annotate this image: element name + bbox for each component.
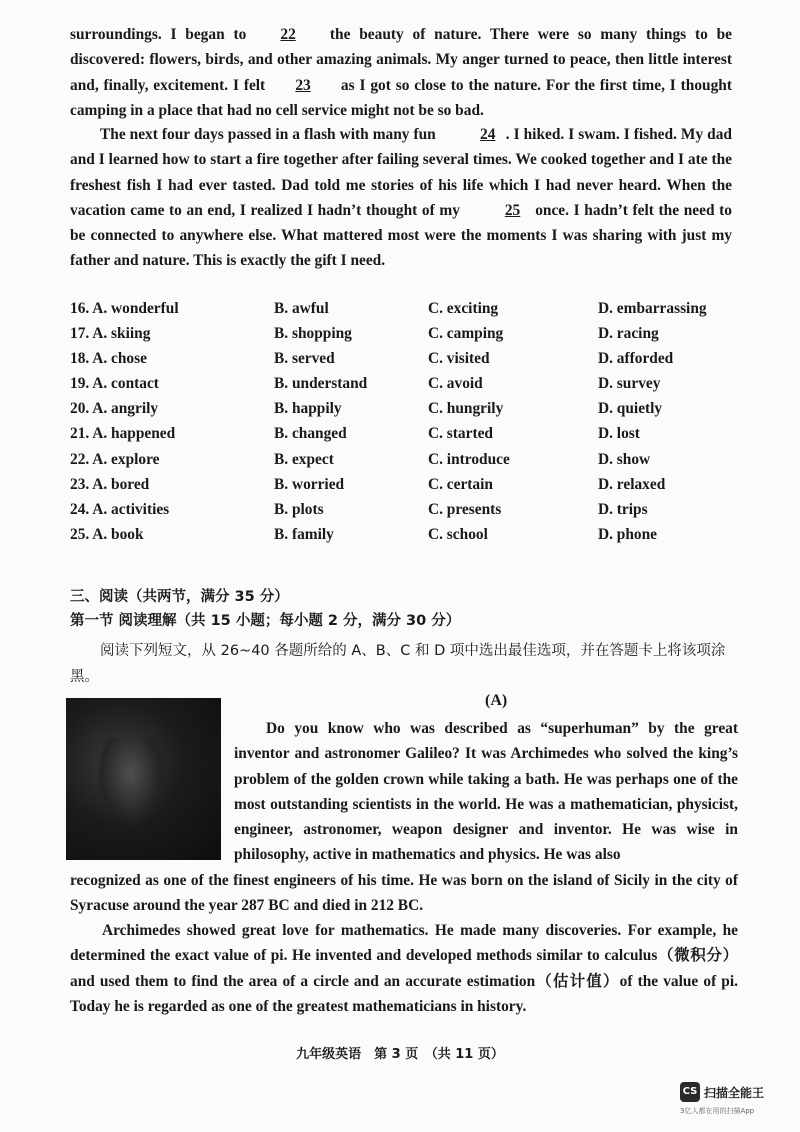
camscanner-logo-icon: CS (680, 1082, 700, 1102)
cloze-options (70, 296, 750, 547)
option-row-21: 21. A. happened B. changed C. started D. lost (70, 425, 640, 443)
passage-label-a: (A) (485, 692, 508, 709)
option-row-16: 16. A. wonderful B. awful C. exciting D. embarrassing (70, 300, 707, 317)
passage-paragraph-1: surroundings. I began to 22 the beauty of nature. There were so many things to be discovered: flowers, birds, and other amazing animals. My anger turned to peace, then little interest and, finally, excitement. I felt 23 as I got so close to the nature. For the first time, I thought camping in a place that had no cell service might not be so bad. (70, 22, 732, 123)
page-footer: 九年级英语 第 3 页 （共 11 页） (296, 1047, 504, 1062)
archimedes-photo (66, 698, 221, 860)
section-instruction: 阅读下列短文，从 26~40 各题所给的 A、B、C 和 D 项中选出最佳选项，并在答题卡上将该项涂黑。 (70, 643, 726, 685)
passage-a-paragraph-1: Do you know who was described as “superhuman” by the great inventor and astronomer Galileo? It was Archimedes who solved the king’s problem of the golden crown while taking a bath. He was perhaps one of the most outstanding scientists in the world. He was a mathematician, physicist, engineer, astronomer, weapon designer and inventor. He was wise in philosophy, active in mathematics and physics. He was also (234, 720, 738, 864)
passage-a-paragraph-2: Archimedes showed great love for mathematics. He made many discoveries. For example, he determined the exact value of pi. He invented and developed methods similar to calculus（微积分） and used them to find the area of a circle and an accurate estimation（估计值）of the value of pi. Today he is regarded as one of the greatest mathematicians in history. (70, 922, 738, 1015)
blank-25: 25 (504, 201, 521, 219)
option-row-18: 18. A. chose B. served C. visited D. afforded (70, 350, 674, 368)
passage-a-paragraph-1-cont: recognized as one of the finest engineers of his time. He was born on the island of Sicily in the city of Syracuse around the year 287 BC and died in 212 BC. (70, 872, 738, 915)
blank-22: 22 (280, 26, 296, 43)
option-row-22: 22. A. explore B. expect C. introduce D. show (70, 450, 651, 468)
section-subheading: 第一节 阅读理解（共 15 小题；每小题 2 分，满分 30 分） (70, 613, 461, 629)
option-row-17: 17. A. skiing B. shopping C. camping D. racing (70, 325, 659, 343)
option-row-19: 19. A. contact B. understand C. avoid D. survey (70, 375, 661, 393)
option-row-25: 25. A. book B. family C. school D. phone (70, 525, 658, 543)
blank-23: 23 (295, 76, 311, 94)
option-row-24: 24. A. activities B. plots C. presents D. trips (70, 500, 648, 518)
section-heading: 三、阅读（共两节，满分 35 分） (70, 589, 289, 605)
watermark-tagline: 3亿人都在用的扫描App (680, 1107, 755, 1115)
blank-24: 24 (480, 126, 496, 143)
option-row-23: 23. A. bored B. worried C. certain D. relaxed (70, 475, 666, 493)
option-row-20: 20. A. angrily B. happily C. hungrily D. quietly (70, 400, 663, 418)
passage-paragraph-2: The next four days passed in a flash with many fun 24 . I hiked. I swam. I fished. My dad and I learned how to start a fire together after failing several times. We cooked together and I ate the freshest fish I had ever tasted. Dad told me stories of his life which I had never heard. When the vacation came to an end, I realized I hadn’t thought of my 25 once. I hadn’t felt the need to be connected to anywhere else. What mattered most were the moments I was sharing with just my father and nature. This is exactly the gift I need. (70, 122, 732, 274)
watermark-name: 扫描全能王 (704, 1086, 765, 1100)
scanner-watermark (680, 1082, 790, 1122)
